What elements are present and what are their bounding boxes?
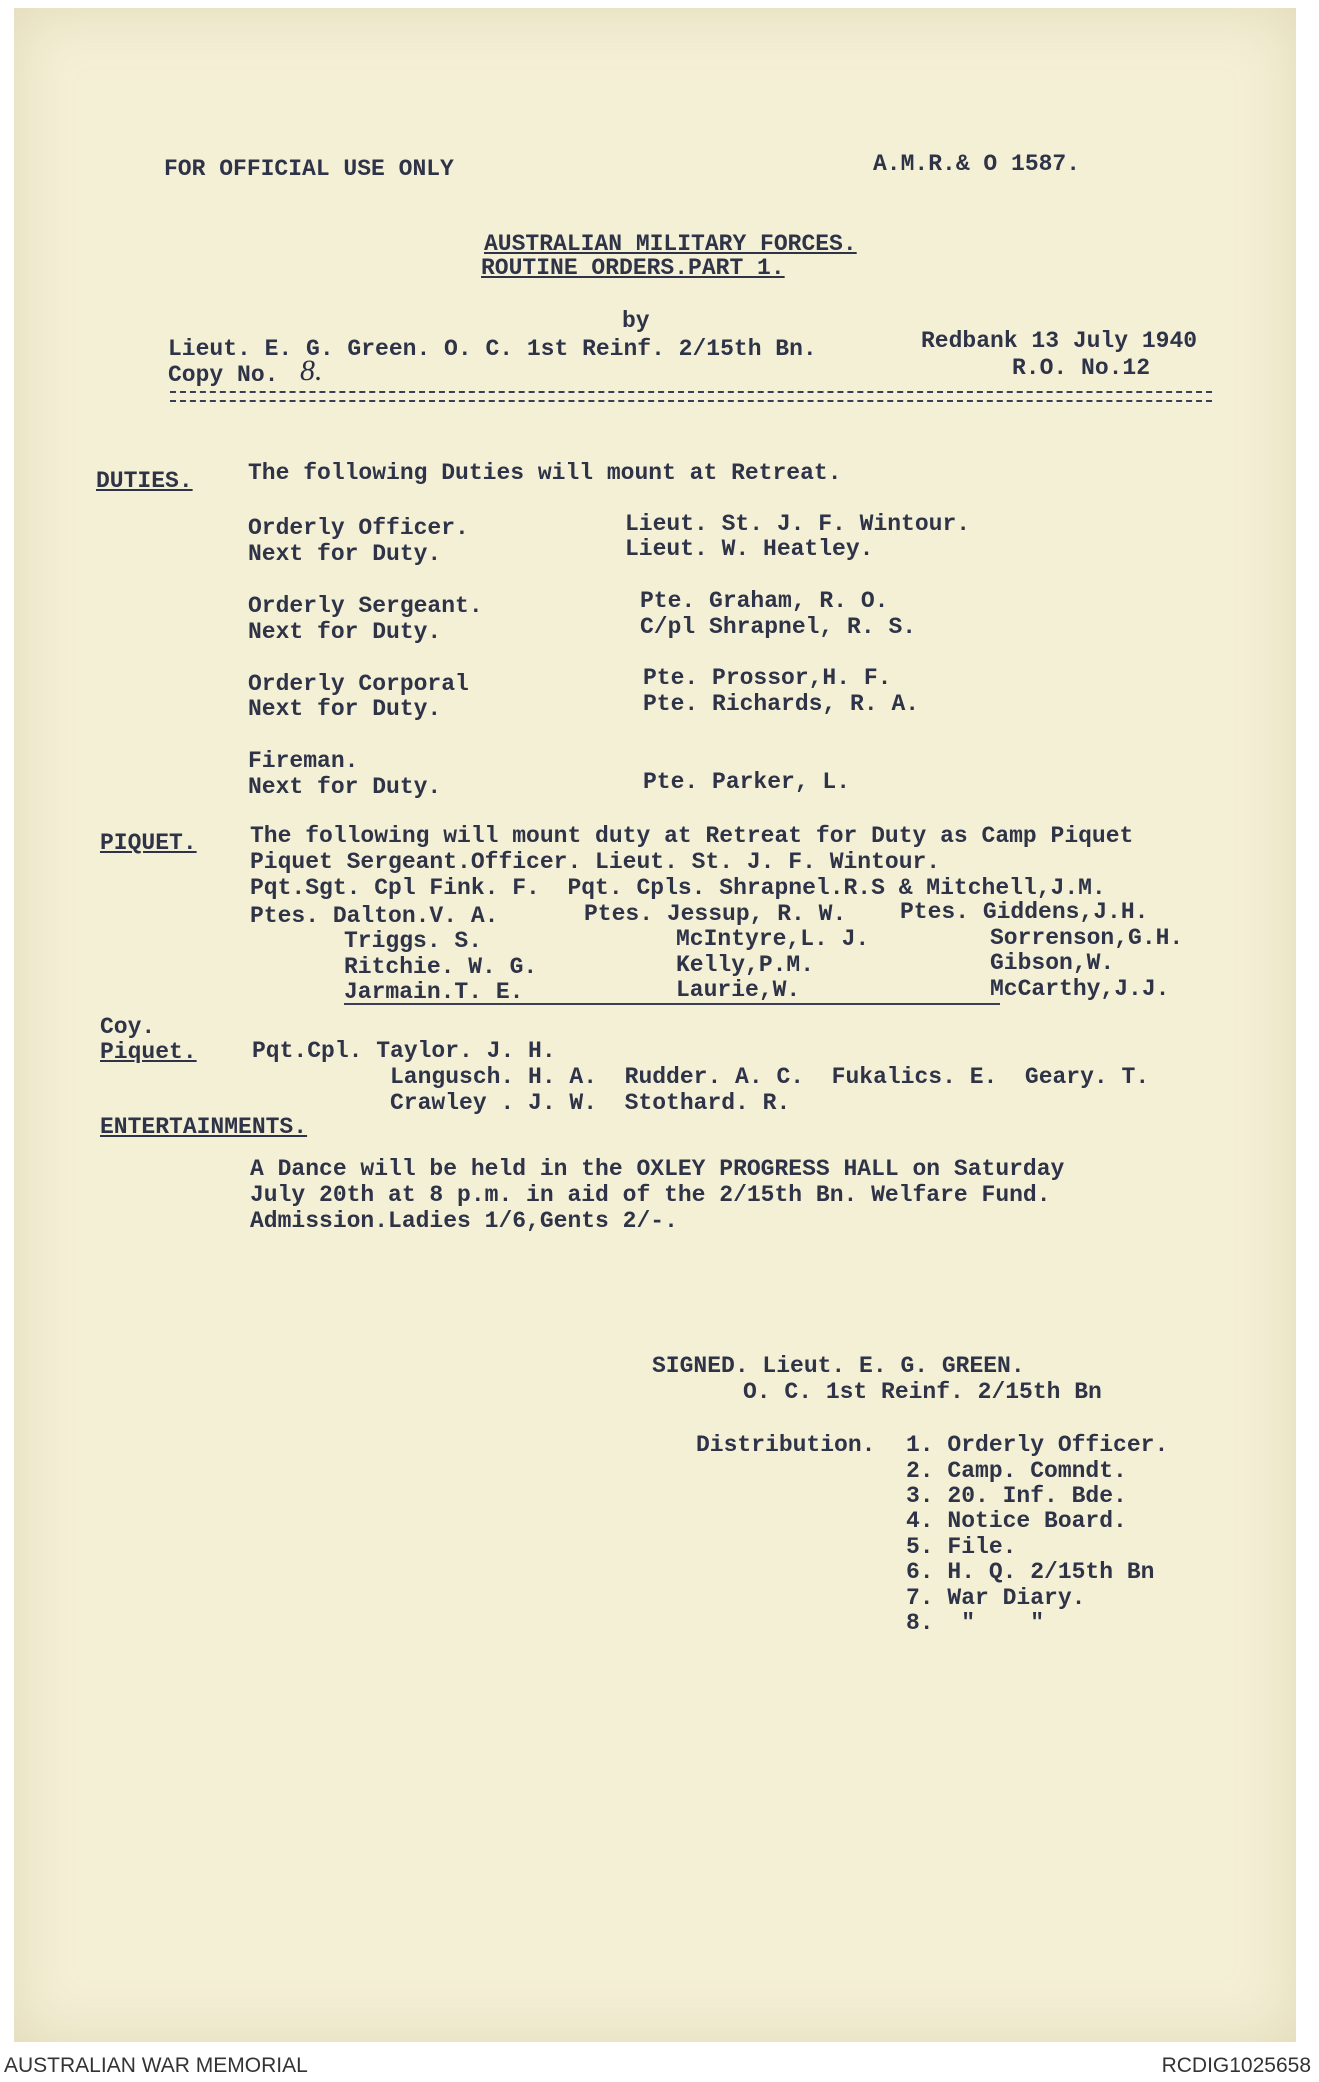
issuer-line: Lieut. E. G. Green. O. C. 1st Reinf. 2/15th Bn. — [168, 336, 817, 362]
entertainments-line-1: A Dance will be held in the OXLEY PROGRESS HALL on Saturday — [250, 1156, 1065, 1182]
duty-role: Orderly Corporal — [248, 671, 469, 697]
distribution-item: 7. War Diary. — [906, 1585, 1086, 1611]
coy-piquet-line-1: Pqt.Cpl. Taylor. J. H. — [252, 1038, 556, 1064]
piquet-member: Jarmain.T. E. — [344, 979, 524, 1005]
header-divider-2 — [170, 400, 1212, 402]
distribution-item: 3. 20. Inf. Bde. — [906, 1483, 1127, 1509]
distribution-item: 1. Orderly Officer. — [906, 1432, 1169, 1458]
signed-title: O. C. 1st Reinf. 2/15th Bn — [743, 1379, 1102, 1405]
piquet-member: Ptes. Giddens,J.H. — [900, 899, 1149, 925]
distribution-label: Distribution. — [696, 1432, 876, 1458]
ro-number: R.O. No.12 — [1012, 355, 1151, 381]
entertainments-heading: ENTERTAINMENTS. — [100, 1114, 308, 1140]
entertainments-line-3: Admission.Ladies 1/6,Gents 2/-. — [250, 1208, 678, 1234]
duty-role: Orderly Sergeant. — [248, 593, 483, 619]
duty-role: Fireman. — [248, 748, 359, 774]
distribution-item: 8. " " — [906, 1610, 1045, 1636]
piquet-line-3: Pqt.Sgt. Cpl Fink. F. Pqt. Cpls. Shrapnel.R.S & Mitchell,J.M. — [250, 875, 1106, 901]
footer-bar — [0, 2044, 1319, 2082]
duty-name: Pte. Parker, L. — [643, 769, 851, 795]
place-date: Redbank 13 July 1940 — [921, 328, 1198, 354]
footer-id: RCDIG1025658 — [1161, 2054, 1311, 2077]
signed-line: SIGNED. Lieut. E. G. GREEN. — [652, 1353, 1025, 1379]
duty-role: Next for Duty. — [248, 541, 442, 567]
piquet-member: Triggs. S. — [344, 928, 483, 954]
distribution-item: 5. File. — [906, 1534, 1017, 1560]
piquet-member: Ptes. Jessup, R. W. — [584, 901, 847, 927]
duty-role: Next for Duty. — [248, 696, 442, 722]
organisation-title: AUSTRALIAN MILITARY FORCES. — [484, 231, 857, 257]
piquet-member: Kelly,P.M. — [676, 952, 815, 978]
duty-name: Lieut. St. J. F. Wintour. — [625, 511, 971, 537]
reference-number: A.M.R.& O 1587. — [873, 151, 1081, 177]
duties-intro: The following Duties will mount at Retreat. — [248, 460, 842, 486]
coy-piquet-heading-2: Piquet. — [100, 1039, 197, 1065]
piquet-member: McIntyre,L. J. — [676, 926, 870, 952]
entertainments-line-2: July 20th at 8 p.m. in aid of the 2/15th Bn. Welfare Fund. — [250, 1182, 1051, 1208]
coy-piquet-line-3: Crawley . J. W. Stothard. R. — [390, 1090, 791, 1116]
duty-name: Pte. Graham, R. O. — [640, 588, 889, 614]
piquet-line-2: Piquet Sergeant.Officer. Lieut. St. J. F. Wintour. — [250, 849, 941, 875]
copy-label: Copy No. — [168, 362, 279, 388]
piquet-member: McCarthy,J.J. — [990, 976, 1170, 1002]
piquet-member: Gibson,W. — [990, 950, 1115, 976]
distribution-item: 6. H. Q. 2/15th Bn — [906, 1559, 1155, 1585]
piquet-line-1: The following will mount duty at Retreat for Duty as Camp Piquet — [250, 823, 1134, 849]
official-use-label: FOR OFFICIAL USE ONLY — [164, 156, 454, 182]
document-page — [14, 8, 1296, 2042]
routine-orders-title: ROUTINE ORDERS.PART 1. — [481, 255, 785, 281]
duty-role: Next for Duty. — [248, 619, 442, 645]
piquet-member: Laurie,W. — [676, 977, 801, 1003]
distribution-item: 4. Notice Board. — [906, 1508, 1127, 1534]
duty-role: Next for Duty. — [248, 774, 442, 800]
duty-name: Pte. Prossor,H. F. — [643, 665, 892, 691]
piquet-heading: PIQUET. — [100, 830, 197, 856]
duty-role: Orderly Officer. — [248, 515, 469, 541]
piquet-member: Ritchie. W. G. — [344, 954, 538, 980]
header-divider — [170, 391, 1212, 393]
coy-piquet-line-2: Langusch. H. A. Rudder. A. C. Fukalics. E. Geary. T. — [390, 1064, 1150, 1090]
piquet-member: Sorrenson,G.H. — [990, 925, 1184, 951]
duties-heading: DUTIES. — [96, 468, 193, 494]
duty-name: Pte. Richards, R. A. — [643, 691, 920, 717]
coy-piquet-heading-1: Coy. — [100, 1014, 156, 1040]
duty-name: C/pl Shrapnel, R. S. — [640, 614, 917, 640]
footer-credit: AUSTRALIAN WAR MEMORIAL — [4, 2054, 308, 2077]
copy-number-handwritten: 8. — [300, 354, 323, 387]
by-label: by — [622, 308, 650, 334]
duty-name: Lieut. W. Heatley. — [625, 536, 874, 562]
piquet-member: Ptes. Dalton.V. A. — [250, 903, 499, 929]
distribution-item: 2. Camp. Comndt. — [906, 1458, 1127, 1484]
piquet-underline — [344, 1003, 1000, 1005]
